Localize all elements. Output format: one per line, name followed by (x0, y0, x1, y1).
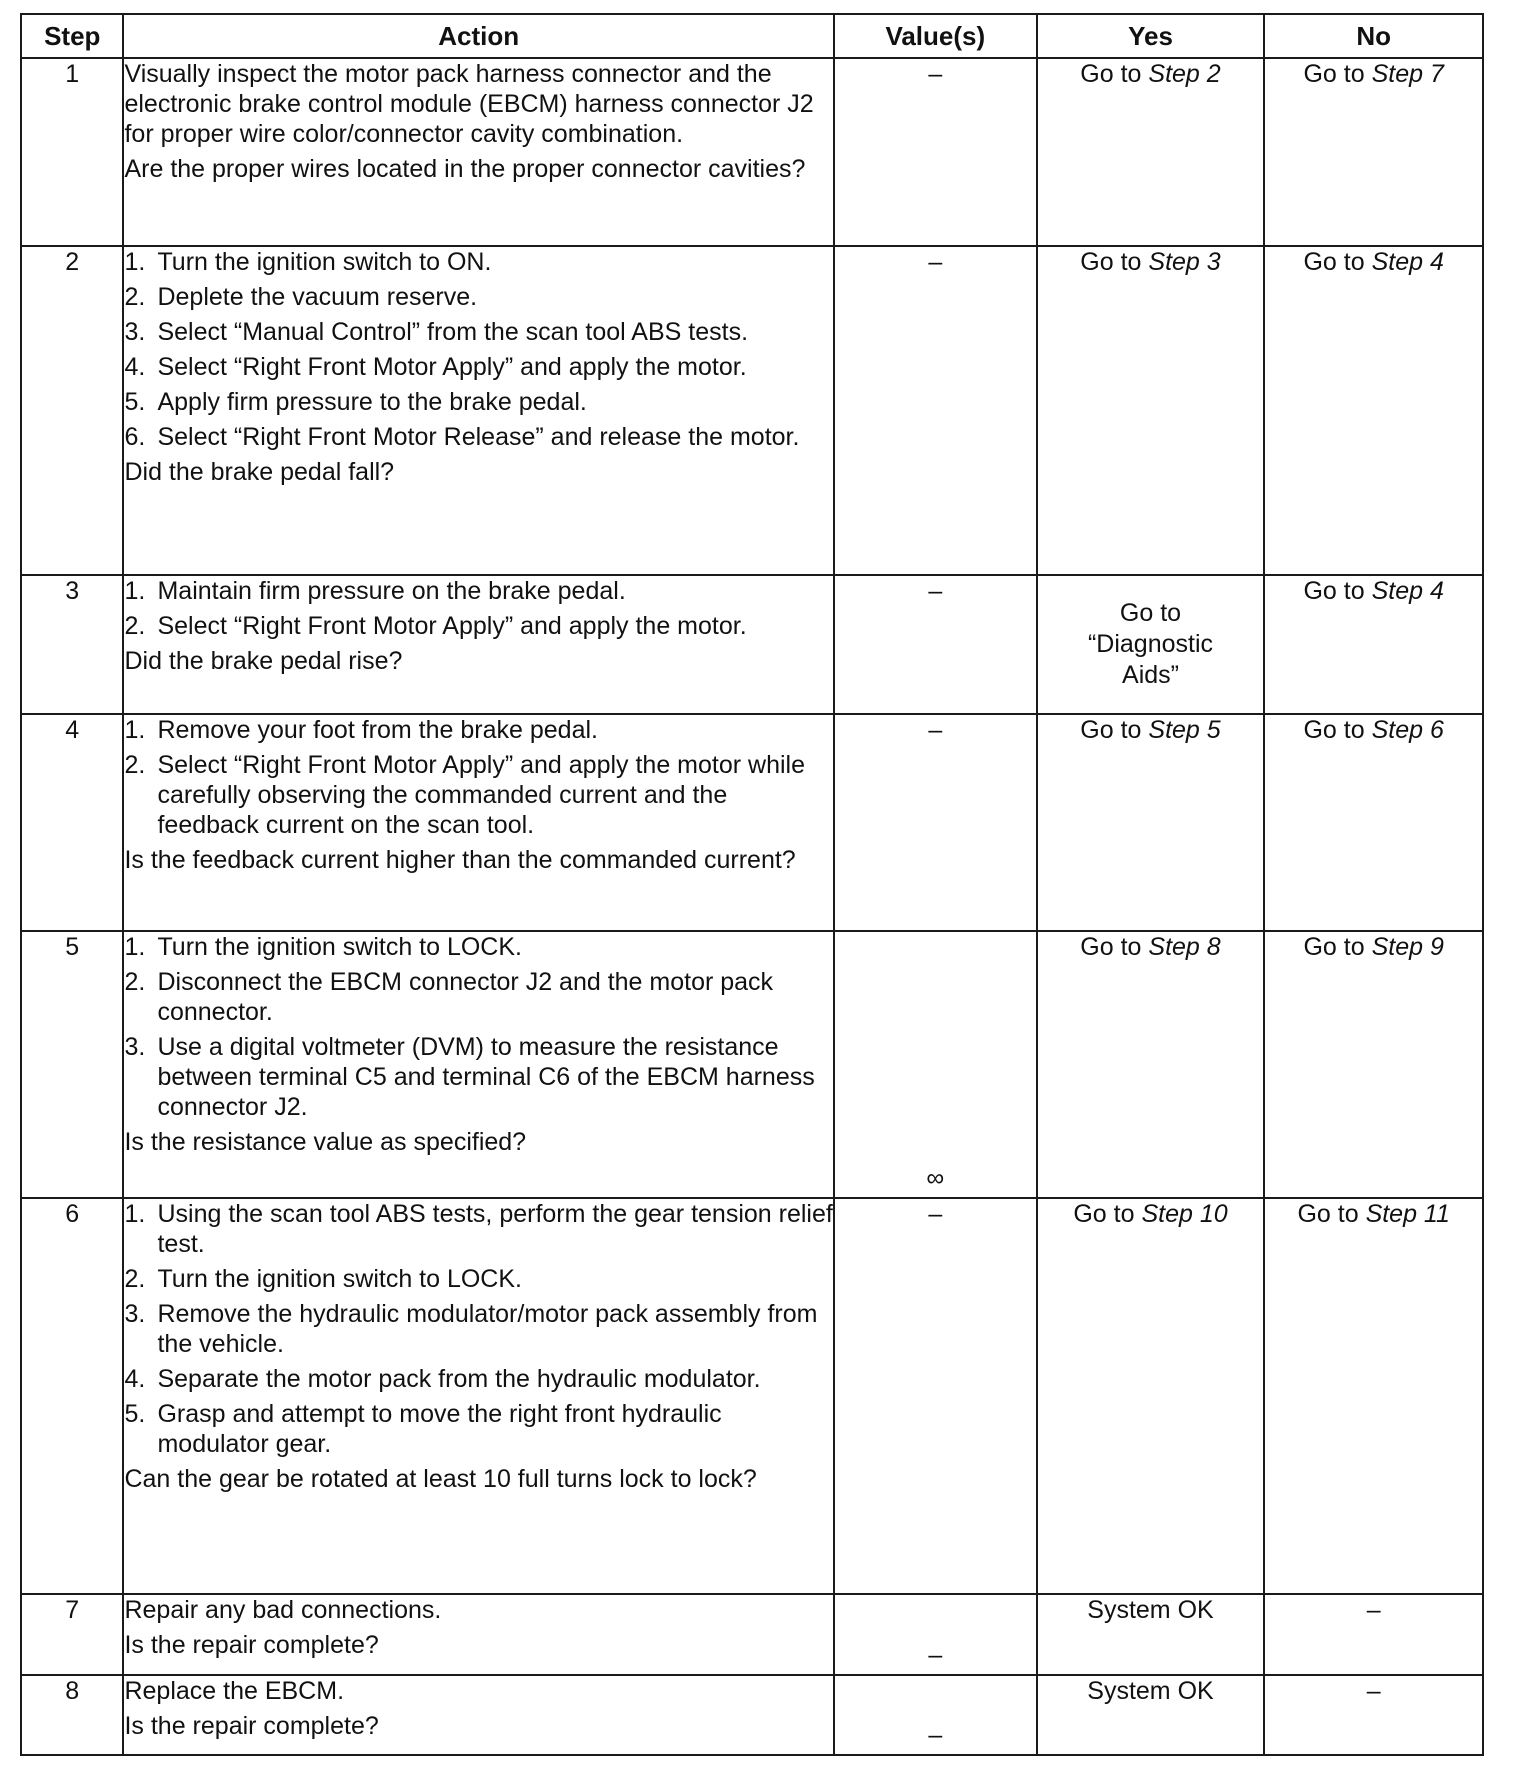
yes-cell (1037, 246, 1265, 574)
step-number: 7 (21, 1594, 123, 1674)
no-cell (1264, 246, 1483, 574)
list-item: 1. Remove your foot from the brake pedal. (124, 716, 598, 745)
step-number: 4 (21, 714, 123, 931)
list-item: 3. Use a digital voltmeter (DVM) to measure the resistance between terminal C5 and terminal C6 of the EBCM harness connector J2. (124, 1033, 815, 1122)
action-intro: Visually inspect the motor pack harness connector and the electronic brake control module (EBCM) harness connector J2 for proper wire color/connector cavity combination. (124, 60, 814, 148)
yes-prefix: Go to (1080, 933, 1142, 962)
action-question: Are the proper wires located in the proper connector cavities? (124, 155, 806, 183)
step-number: 3 (21, 575, 123, 715)
no-prefix: Go to (1303, 716, 1365, 745)
yes-step-link: Step 5 (1148, 716, 1221, 745)
action-question: Can the gear be rotated at least 10 full turns lock to lock? (124, 1465, 757, 1494)
step-number: 8 (21, 1675, 123, 1756)
list-item: 1. Using the scan tool ABS tests, perform the gear tension relief test. (124, 1200, 833, 1259)
yes-cell: System OK (1037, 1675, 1265, 1756)
yes-step-link: Step 3 (1148, 248, 1221, 277)
action-cell (123, 931, 834, 1198)
list-item: 2. Disconnect the EBCM connector J2 and the motor pack connector. (124, 968, 774, 1027)
diagnostic-aids-reference: Go to “Diagnostic Aids” (1087, 598, 1214, 689)
action-steps (124, 715, 833, 840)
yes-prefix: Go to (1080, 248, 1142, 277)
action-question: Is the resistance value as specified? (124, 1128, 527, 1157)
no-step-link: Step 7 (1371, 60, 1444, 88)
table-row-step-4 (21, 714, 1483, 931)
header-yes: Yes (1037, 14, 1265, 58)
table-row-step-3 (21, 575, 1483, 715)
no-step-link: Step 9 (1371, 933, 1444, 962)
value-cell: – (834, 575, 1037, 715)
list-item: 3. Remove the hydraulic modulator/motor pack assembly from the vehicle. (124, 1300, 818, 1359)
yes-cell (1037, 714, 1265, 931)
action-question: Did the brake pedal fall? (124, 458, 395, 487)
value-cell: – (834, 1594, 1037, 1674)
list-item: 4. Select “Right Front Motor Apply” and apply the motor. (124, 353, 747, 382)
action-steps (124, 932, 833, 1122)
list-item: 6. Select “Right Front Motor Release” and release the motor. (124, 423, 800, 452)
table-row-step-2 (21, 246, 1483, 574)
action-cell (123, 714, 834, 931)
list-item: 1. Turn the ignition switch to LOCK. (124, 933, 522, 962)
list-item: 2. Turn the ignition switch to LOCK. (124, 1265, 522, 1294)
no-cell: – (1264, 1675, 1483, 1756)
yes-cell (1037, 58, 1265, 246)
action-cell (123, 1198, 834, 1594)
list-item: 3. Select “Manual Control” from the scan tool ABS tests. (124, 318, 749, 347)
header-row (21, 14, 1483, 58)
no-cell: – (1264, 1594, 1483, 1674)
list-item: 5. Apply firm pressure to the brake pedal. (124, 388, 587, 417)
header-no: No (1264, 14, 1483, 58)
step-number: 6 (21, 1198, 123, 1594)
action-cell (123, 1675, 834, 1756)
value-cell: – (834, 1198, 1037, 1594)
action-cell (123, 1594, 834, 1674)
yes-step-link: Step 10 (1141, 1200, 1228, 1229)
yes-cell (1037, 931, 1265, 1198)
list-item: 1. Maintain firm pressure on the brake pedal. (124, 576, 626, 605)
action-intro: Replace the EBCM. (124, 1676, 345, 1705)
no-step-link: Step 4 (1371, 576, 1444, 605)
action-question: Did the brake pedal rise? (124, 646, 403, 675)
value-cell: – (834, 714, 1037, 931)
step-number: 2 (21, 246, 123, 574)
list-item: 1. Turn the ignition switch to ON. (124, 248, 492, 277)
no-cell (1264, 575, 1483, 715)
action-intro: Repair any bad connections. (124, 1596, 442, 1625)
action-cell (123, 246, 834, 574)
no-prefix: Go to (1303, 933, 1365, 962)
no-cell (1264, 931, 1483, 1198)
list-item: 2. Deplete the vacuum reserve. (124, 283, 478, 312)
action-steps (124, 576, 833, 641)
value-cell: – (834, 58, 1037, 246)
header-action: Action (123, 14, 834, 58)
diagnostic-table-document (20, 13, 1484, 1756)
step-number: 1 (21, 58, 123, 246)
no-cell (1264, 58, 1483, 246)
no-step-link: Step 6 (1371, 716, 1444, 745)
table-row-step-6 (21, 1198, 1483, 1594)
no-prefix: Go to (1303, 576, 1365, 605)
yes-step-link: Step 8 (1148, 933, 1221, 962)
header-step: Step (21, 14, 123, 58)
action-question: Is the repair complete? (124, 1711, 379, 1740)
yes-cell: System OK (1037, 1594, 1265, 1674)
action-question: Is the feedback current higher than the commanded current? (124, 846, 796, 875)
header-values: Value(s) (834, 14, 1037, 58)
no-prefix: Go to (1303, 60, 1365, 88)
yes-cell (1037, 575, 1265, 715)
table-row-step-8 (21, 1675, 1483, 1756)
no-step-link: Step 11 (1365, 1200, 1450, 1229)
action-cell (123, 575, 834, 715)
yes-cell (1037, 1198, 1265, 1594)
table-row-step-1 (21, 58, 1483, 246)
no-prefix: Go to (1303, 248, 1365, 277)
table-row-step-5 (21, 931, 1483, 1198)
list-item: 2. Select “Right Front Motor Apply” and apply the motor while carefully observing the commanded current and the feedback current on the scan tool. (124, 751, 805, 840)
action-question: Is the repair complete? (124, 1631, 379, 1660)
table-row-step-7 (21, 1594, 1483, 1674)
yes-step-link: Step 2 (1148, 60, 1221, 88)
yes-prefix: Go to (1073, 1200, 1135, 1229)
value-cell: – (834, 246, 1037, 574)
action-steps (124, 1199, 833, 1459)
no-cell (1264, 714, 1483, 931)
action-steps (124, 247, 833, 452)
action-cell (123, 58, 834, 246)
list-item: 4. Separate the motor pack from the hydraulic modulator. (124, 1365, 761, 1394)
step-number: 5 (21, 931, 123, 1198)
value-cell: ∞ (834, 931, 1037, 1198)
no-prefix: Go to (1297, 1200, 1359, 1229)
yes-prefix: Go to (1080, 716, 1142, 745)
list-item: 5. Grasp and attempt to move the right front hydraulic modulator gear. (124, 1400, 722, 1459)
no-cell (1264, 1198, 1483, 1594)
no-step-link: Step 4 (1371, 248, 1444, 277)
list-item: 2. Select “Right Front Motor Apply” and apply the motor. (124, 611, 747, 640)
yes-prefix: Go to (1080, 60, 1142, 88)
value-cell: – (834, 1675, 1037, 1756)
diagnostic-table (20, 13, 1484, 1756)
